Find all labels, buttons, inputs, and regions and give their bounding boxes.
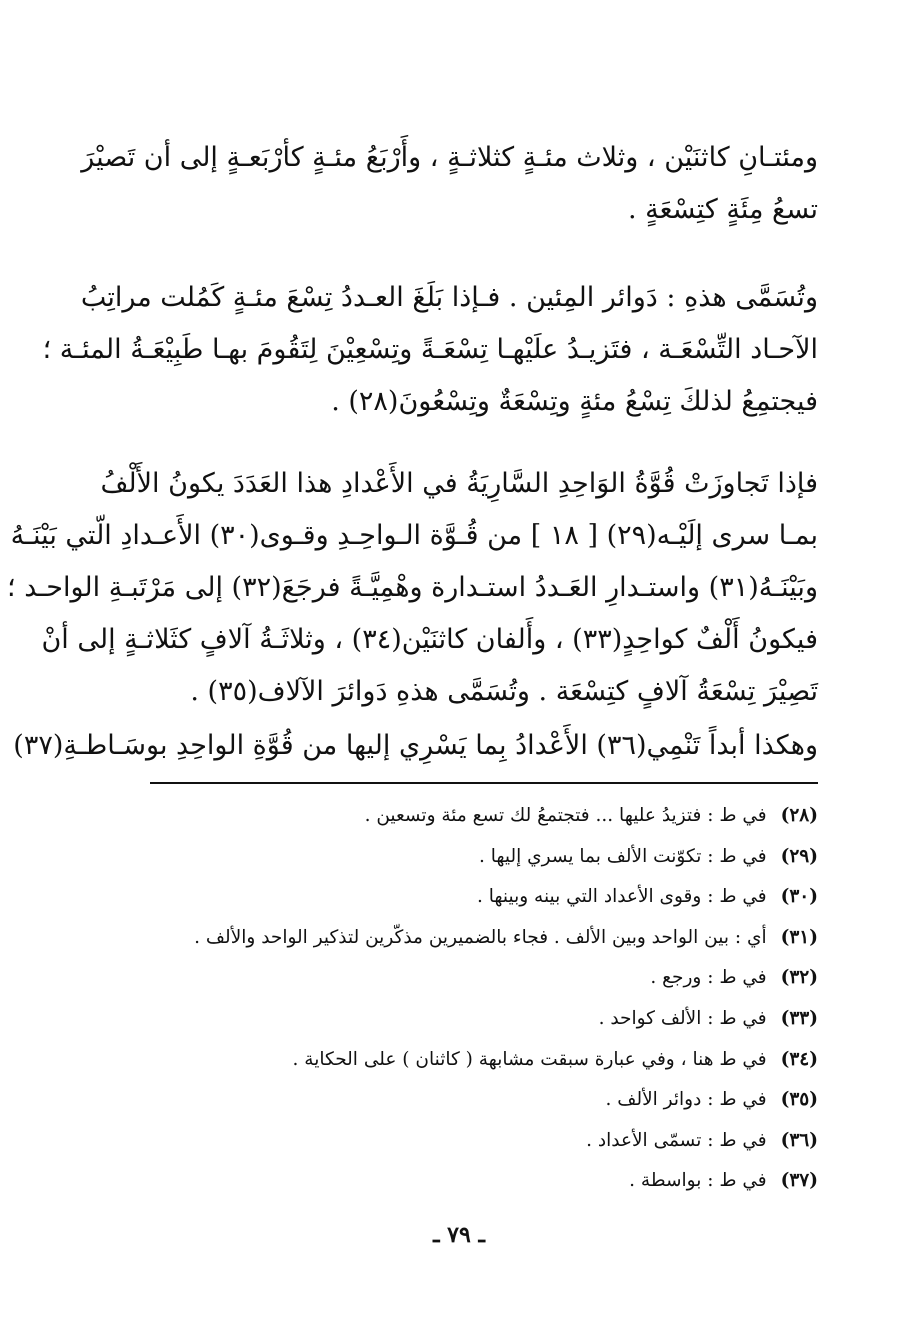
footnote-number: (٣٤) — [780, 1048, 818, 1070]
footnote — [150, 999, 818, 1040]
paragraph-2 — [42, 272, 818, 428]
footnote-number: (٣٠) — [780, 886, 818, 908]
text-line: فيجتمِعُ لذلكَ تِسْعُ مئةٍ وتِسْعَةٌ وتِسْعُونَ(٢٨) . — [331, 386, 818, 417]
footnote-number: (٣٦) — [780, 1129, 818, 1151]
paragraph-4 — [13, 720, 818, 772]
footnote-text: في ط : الألف كواحد . — [598, 1007, 767, 1029]
footnote — [150, 877, 818, 918]
paragraph-3 — [7, 458, 818, 718]
footnote-text: في ط : وقوى الأعداد التي بينه وبينها . — [477, 886, 767, 908]
footnote — [150, 1080, 818, 1121]
footnotes — [150, 796, 818, 1202]
paragraph-1 — [81, 132, 818, 236]
footnote-text: في ط : تكوّنت الألف بما يسري إليها . — [479, 845, 767, 867]
footnote-number: (٣٣) — [780, 1007, 818, 1029]
text-line: بمـا سرى إلَيْـه(٢٩) [ ١٨ ] من قُـوَّة الـواحِـدِ وقـوى(٣٠) الأَعـدادِ الّتي بَيْنَـهُ — [10, 520, 818, 551]
footnote-text: في ط : فتزيدُ عليها ... فتجتمعُ لك تسع مئة وتسعين . — [364, 805, 767, 826]
footnote-text: في ط : تسمّى الأعداد . — [586, 1129, 767, 1151]
footnote-number: (٢٨) — [780, 805, 818, 826]
footnote — [150, 1121, 818, 1162]
text-line: وهكذا أبداً تَنْمِي(٣٦) الأَعْدادُ بِما يَسْرِي إليها من قُوَّةِ الواحِدِ بوسَـاطـةِ(٣٧) — [13, 730, 818, 761]
footnote-text: في ط : ورجع . — [650, 967, 767, 989]
footnote-number: (٣٢) — [780, 967, 818, 989]
footnote — [150, 796, 818, 837]
page-number: ـ ٧٩ ـ — [433, 1222, 485, 1248]
text-line: فإذا تَجاوزَتْ قُوَّةُ الوَاحِدِ السَّارِيَةُ في الأَعْدادِ هذا العَدَدَ يكونُ الأَلْفُ — [100, 468, 818, 499]
footnote-number: (٣٧) — [780, 1170, 818, 1192]
text-line: فيكونُ أَلْفٌ كواحِدٍ(٣٣) ، وأَلفان كاثنَيْن(٣٤) ، وثلاثَـةُ آلافٍ كثَلاثـةٍ إلى أنْ — [41, 624, 818, 655]
footnote-number: (٣١) — [780, 926, 818, 948]
text-line: تَصِيْرَ تِسْعَةُ آلافٍ كتِسْعَة . وتُسَمَّى هذهِ دَوائرَ الآلاف(٣٥) . — [190, 676, 818, 707]
text-line: الآحـاد التِّسْعَـة ، فتَزيـدُ علَيْهـا تِسْعَـةً وتِسْعِيْنَ لِتَقُومَ بهـا طَبِيْعَـةُ المئـة ؛ — [42, 334, 818, 365]
footnote-text: في ط : دوائر الألف . — [605, 1089, 767, 1111]
footnote-number: (٣٥) — [780, 1089, 818, 1111]
footnote-text: في ط : بواسطة . — [629, 1170, 767, 1192]
footnote-text: في ط هنا ، وفي عبارة سبقت مشابهة ( كاثنان ) على الحكاية . — [292, 1048, 767, 1070]
footnote — [150, 958, 818, 999]
text-line: تسعُ مِئَةٍ كتِسْعَةٍ . — [628, 194, 818, 225]
footnote-text: أي : بين الواحد وبين الألف . فجاء بالضميرين مذكّرين لتذكير الواحد والألف . — [194, 926, 767, 948]
footnote — [150, 1040, 818, 1081]
footnote — [150, 1161, 818, 1202]
text-line: وبَيْنَـهُ(٣١) واستـدارِ العَـددُ استـدارة وهْمِيَّـةً فرجَعَ(٣٢) إلى مَرْتَبـةِ الواحـد ؛ — [7, 572, 818, 603]
footnote-divider — [150, 782, 818, 784]
text-line: وتُسَمَّى هذهِ : دَوائر المِئين . فـإذا بَلَغَ العـددُ تِسْعَ مئـةٍ كَمُلت مراتِبُ — [80, 282, 818, 313]
footnote — [150, 918, 818, 959]
footnote-number: (٢٩) — [780, 845, 818, 867]
footnote — [150, 837, 818, 878]
text-line: ومئتـانِ كاثنَيْن ، وثلاث مئـةٍ كثلاثـةٍ ، وأَرْبَعُ مئـةٍ كأرْبَعـةٍ إلى أن تَصيْرَ — [81, 142, 818, 173]
